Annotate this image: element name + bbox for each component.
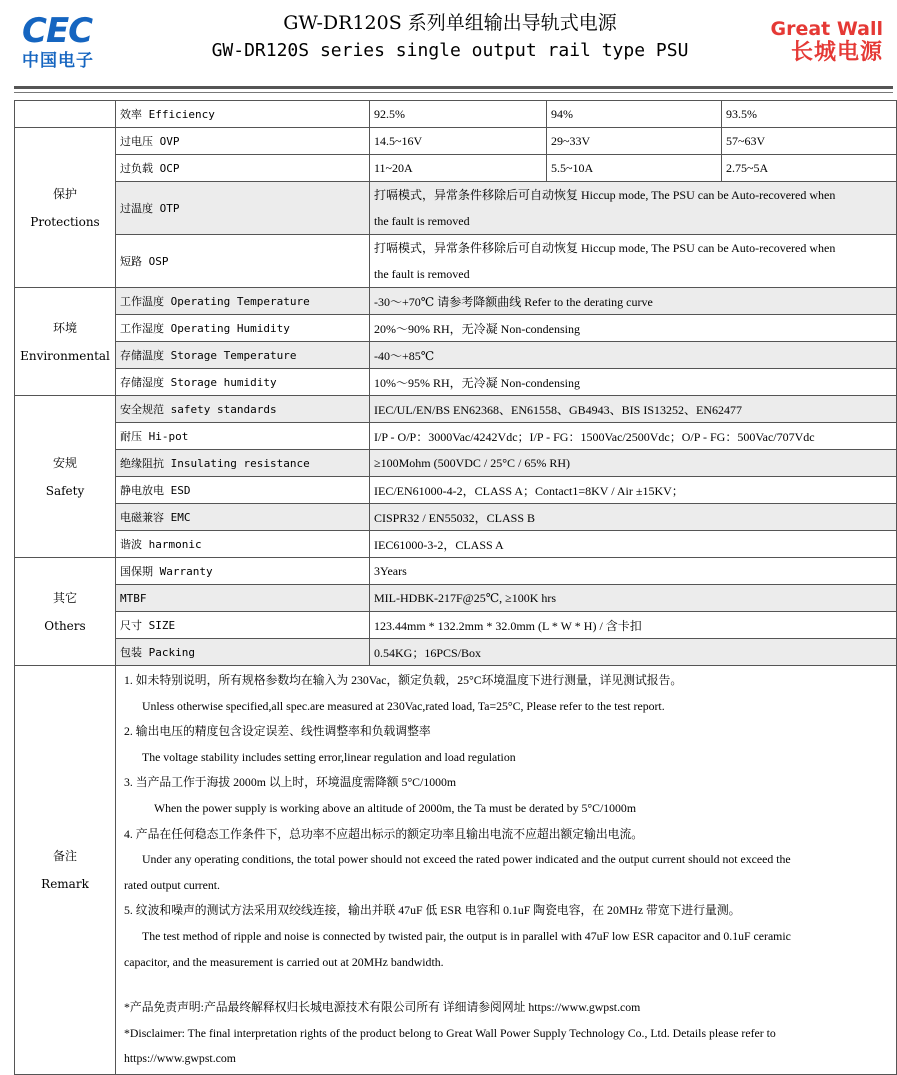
table-row — [15, 315, 897, 342]
spec-label: 尺寸 SIZE — [116, 612, 370, 639]
disclaimer-en: *Disclaimer: The final interpretation rights of the product belong to Great Wall Power Supply Technology Co., Ltd. Details please refer to — [124, 1025, 776, 1040]
remark-line: The voltage stability includes setting error,linear regulation and load regulation — [142, 749, 516, 764]
spec-label: 存储温度 Storage Temperature — [116, 342, 370, 369]
spec-label: 静电放电 ESD — [116, 477, 370, 504]
disclaimer-en-url: https://www.gwpst.com — [124, 1051, 236, 1066]
table-row — [15, 666, 897, 1075]
spec-label: 耐压 Hi-pot — [116, 423, 370, 450]
remark-notes — [120, 666, 892, 1074]
spec-value: -30～+70℃ 请参考降额曲线 Refer to the derating curve — [370, 288, 897, 315]
table-row — [15, 288, 897, 315]
remark-line: capacitor, and the measurement is carried out at 20MHz bandwidth. — [124, 954, 444, 969]
table-row — [15, 182, 897, 235]
ocp-value: 2.75~5A — [722, 155, 897, 182]
title-chinese: GW-DR120S 系列单组输出导轨式电源 — [283, 12, 617, 34]
spec-value: IEC/EN61000-4-2，CLASS A；Contact1=8KV / Air ±15KV； — [370, 477, 897, 504]
page-title — [140, 10, 760, 66]
great-wall-logo — [743, 18, 883, 66]
spec-label: 工作湿度 Operating Humidity — [116, 315, 370, 342]
table-row — [15, 101, 897, 128]
header-divider-thin — [14, 92, 893, 93]
cec-logo-subtext: 中国电子 — [22, 51, 94, 71]
table-row — [15, 612, 897, 639]
efficiency-label: 效率 Efficiency — [116, 101, 370, 128]
efficiency-value: 94% — [547, 101, 722, 128]
cec-logo-text: CEC — [22, 11, 93, 51]
table-row — [15, 477, 897, 504]
spec-value: CISPR32 / EN55032，CLASS B — [370, 504, 897, 531]
spec-label: MTBF — [116, 585, 370, 612]
otp-label: 过温度 OTP — [116, 182, 370, 235]
spec-value: -40～+85℃ — [370, 342, 897, 369]
remark-cell — [116, 666, 897, 1075]
spec-value: 3Years — [370, 558, 897, 585]
section-title-cn: 其它 — [52, 590, 77, 605]
section-title-en: Environmental — [20, 348, 110, 363]
remark-line: 3. 当产品工作于海拔 2000m 以上时，环境温度需降额 5°C/1000m — [124, 775, 457, 790]
table-row — [15, 128, 897, 155]
spec-value: 123.44mm * 132.2mm * 32.0mm (L * W * H) / 含卡扣 — [370, 612, 897, 639]
remark-line: 1. 如未特别说明，所有规格参数均在输入为 230Vac，额定负载，25°C环境温度下进行测量，详见测试报告。 — [124, 673, 683, 687]
otp-value-line: 打嗝模式，异常条件移除后可自动恢复 Hiccup mode, The PSU can be Auto-recovered when — [374, 188, 836, 202]
efficiency-value: 92.5% — [370, 101, 547, 128]
ocp-label: 过负载 OCP — [116, 155, 370, 182]
section-title-cn: 安规 — [52, 455, 77, 470]
ocp-value: 5.5~10A — [547, 155, 722, 182]
spec-value: 0.54KG；16PCS/Box — [370, 639, 897, 666]
table-row — [15, 585, 897, 612]
table-row — [15, 342, 897, 369]
section-remark — [15, 666, 116, 1075]
ovp-value: 29~33V — [547, 128, 722, 155]
spec-label: 包装 Packing — [116, 639, 370, 666]
osp-label: 短路 OSP — [116, 235, 370, 288]
osp-value — [370, 235, 897, 288]
otp-value-line: the fault is removed — [374, 214, 470, 228]
ovp-label: 过电压 OVP — [116, 128, 370, 155]
spacer — [124, 975, 888, 995]
remark-line: When the power supply is working above an altitude of 2000m, the Ta must be derated by 5°C/1000m — [154, 800, 637, 815]
table-row — [15, 369, 897, 396]
spec-label: 工作温度 Operating Temperature — [116, 288, 370, 315]
osp-value-line: the fault is removed — [374, 267, 470, 281]
section-title-en: Protections — [30, 214, 100, 229]
section-title-cn: 保护 — [52, 186, 77, 201]
table-row — [15, 639, 897, 666]
remark-line: rated output current. — [124, 877, 220, 892]
ovp-value: 14.5~16V — [370, 128, 547, 155]
section-title-en: Others — [44, 618, 86, 633]
spec-label: 存储湿度 Storage humidity — [116, 369, 370, 396]
section-title-cn: 备注 — [52, 848, 77, 863]
title-english: GW-DR120S series single output rail type PSU — [211, 40, 689, 61]
remark-line: Under any operating conditions, the total power should not exceed the rated power indicated and the output current should not exceed the — [142, 852, 791, 867]
great-wall-logo-text: Great Wall — [770, 18, 883, 40]
remark-line: 4. 产品在任何稳态工作条件下，总功率不应超出标示的额定功率且输出电流不应超出额定输出电流。 — [124, 826, 644, 841]
remark-line: 2. 输出电压的精度包含设定误差、线性调整率和负载调整率 — [124, 724, 431, 739]
spec-value: IEC61000-3-2，CLASS A — [370, 531, 897, 558]
spec-label: 绝缘阻抗 Insulating resistance — [116, 450, 370, 477]
table-row — [15, 155, 897, 182]
spec-label: 安全规范 safety standards — [116, 396, 370, 423]
section-safety — [15, 396, 116, 558]
osp-value-line: 打嗝模式，异常条件移除后可自动恢复 Hiccup mode, The PSU can be Auto-recovered when — [374, 241, 836, 255]
spec-table — [14, 100, 897, 1075]
section-title-cn: 环境 — [52, 320, 77, 335]
header-divider — [14, 86, 893, 89]
remark-line: Unless otherwise specified,all spec.are measured at 230Vac,rated load, Ta=25°C, Please refer to the test report. — [142, 698, 665, 713]
section-environmental — [15, 288, 116, 396]
disclaimer-cn: *产品免责声明:产品最终解释权归长城电源技术有限公司所有 详细请参阅网址 https://www.gwpst.com — [124, 1000, 641, 1015]
efficiency-value: 93.5% — [722, 101, 897, 128]
spec-label: 电磁兼容 EMC — [116, 504, 370, 531]
section-protections — [15, 128, 116, 288]
spec-value: 10%～95% RH，无冷凝 Non-condensing — [370, 369, 897, 396]
table-row — [15, 450, 897, 477]
table-row — [15, 235, 897, 288]
table-row — [15, 531, 897, 558]
section-others — [15, 558, 116, 666]
otp-value — [370, 182, 897, 235]
cec-logo — [22, 12, 122, 80]
remark-line: 5. 纹波和噪声的测试方法采用双绞线连接，输出并联 47uF 低 ESR 电容和 0.1uF 陶瓷电容，在 20MHz 带宽下进行量测。 — [124, 903, 741, 918]
table-row — [15, 558, 897, 585]
spec-value: IEC/UL/EN/BS EN62368、EN61558、GB4943、BIS IS13252、EN62477 — [370, 396, 897, 423]
table-row — [15, 423, 897, 450]
remark-line: The test method of ripple and noise is connected by twisted pair, the output is in parallel with 47uF low ESR capacitor and 0.1uF ceramic — [142, 928, 791, 943]
ovp-value: 57~63V — [722, 128, 897, 155]
table-row — [15, 504, 897, 531]
spec-value: I/P - O/P：3000Vac/4242Vdc；I/P - FG：1500Vac/2500Vdc；O/P - FG：500Vac/707Vdc — [370, 423, 897, 450]
section-title-en: Remark — [41, 876, 89, 891]
spec-label: 谐波 harmonic — [116, 531, 370, 558]
section-cell — [15, 101, 116, 128]
great-wall-logo-subtext: 长城电源 — [790, 40, 883, 65]
spec-value: 20%～90% RH，无冷凝 Non-condensing — [370, 315, 897, 342]
spec-value: ≥100Mohm (500VDC / 25°C / 65% RH) — [370, 450, 897, 477]
spec-value: MIL-HDBK-217F@25℃, ≥100K hrs — [370, 585, 897, 612]
section-title-en: Safety — [45, 483, 85, 498]
ocp-value: 11~20A — [370, 155, 547, 182]
spec-label: 国保期 Warranty — [116, 558, 370, 585]
table-row — [15, 396, 897, 423]
